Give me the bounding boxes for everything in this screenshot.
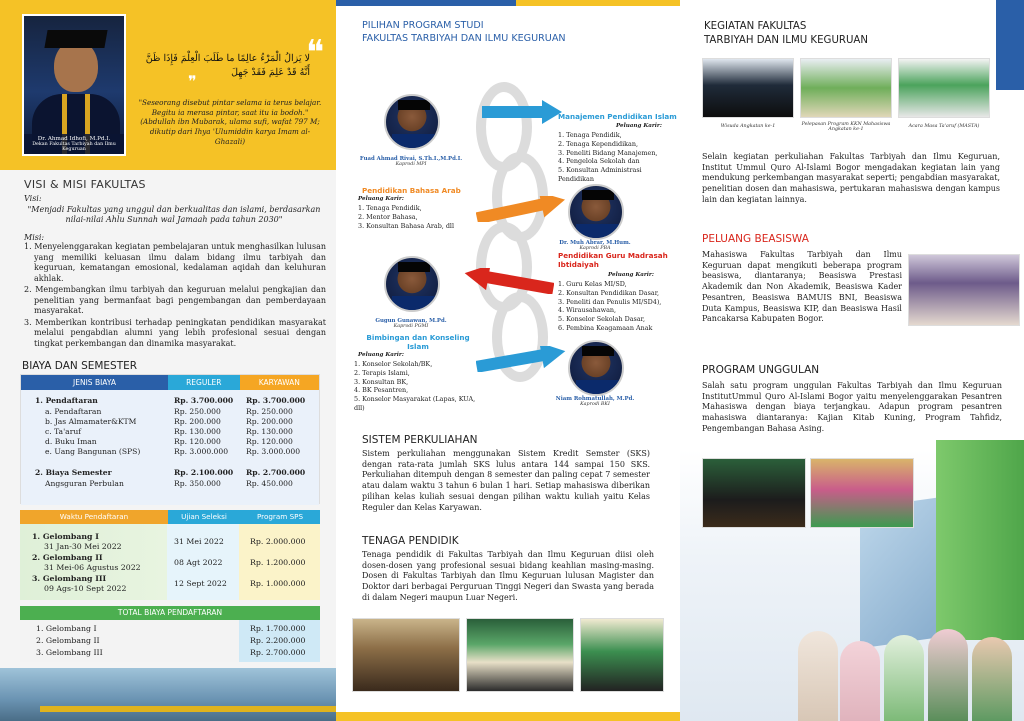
schedule-table — [20, 510, 320, 600]
fee-karyawan: Rp. 2.700.000 — [246, 468, 306, 477]
program-unggulan-text: Salah satu program unggulan Fakultas Tarbiyah dan Ilmu Keguruan InstitutUmmul Quro Al-Islami Bogor yaitu menyelenggarakan Pesantren Mahasiswa dengan biaya terjangkau. Adapun program pesantren mahasiswa diantaranya: Kajian Kitab Kuning, Program Tahfidz, Pengembangan Bahasa Asing. — [702, 381, 1002, 433]
schedule-body — [20, 524, 320, 600]
dean-title: Dekan Fakultas Tarbiyah dan Ilmu Keguruan — [32, 142, 116, 152]
fee-row — [21, 417, 321, 427]
wave-sps: Rp. 2.000.000 — [250, 537, 306, 546]
fee-karyawan: Rp. 120.000 — [246, 437, 293, 446]
kegiatan-text: Selain kegiatan perkuliahan Fakultas Tarbiyah dan Ilmu Keguruan, Institut Ummul Quro Al-Islami Bogor mengadakan kegiatan lain yang mendukung perkembangan masyarakat seperti; pengabdian masyarakat, penelitian dosen dan mahasiswa, pertukaran mahasiswa dengan kampus lain dan kegiatan lainnya. — [702, 152, 1000, 204]
total-value: Rp. 2.200.000 — [250, 636, 306, 645]
fee-label: a. Pendaftaran — [45, 407, 102, 416]
wave-sps: Rp. 1.200.000 — [250, 558, 306, 567]
total-label: 2. Gelombang II — [36, 636, 100, 645]
kaprodi-mpi-photo — [384, 94, 440, 150]
kegiatan-heading-line2: TARBIYAH DAN ILMU KEGURUAN — [704, 34, 869, 46]
fee-karyawan: Rp. 3.700.000 — [246, 396, 306, 405]
wave-label: 2. Gelombang II — [32, 553, 103, 562]
dean-photo — [22, 14, 126, 156]
program-title-mpi: Manajemen Pendidikan Islam — [558, 112, 677, 121]
karir-label: Peluang Karir: — [358, 352, 404, 358]
kaprodi-pgmi-photo — [384, 256, 440, 312]
caption-wisuda: Wisuda Angkatan ke-1 — [720, 124, 776, 129]
fee-row — [21, 447, 321, 457]
quote-open-icon: ❝ — [306, 33, 325, 73]
visi-label: Visi: — [24, 194, 42, 203]
arrow-pgmi-icon — [464, 268, 554, 294]
dean-name: Dr. Ahmad Idhofi, M.Pd.I. — [37, 136, 111, 142]
fee-label: 2. Biaya Semester — [35, 468, 112, 477]
sistem-text: Sistem perkuliahan menggunakan Sistem Kredit Semster (SKS) dengan rata-rata jumlah SKS lulus antara 144 sampai 150 SKS. Perkuliahan ditempuh dengan 8 semester dan paling cepat 7 semester atau dalam waktu 3 tahun 6 bulan 1 hari. Setiap mahasiswa diberikan pilihan kelas kuliah sesuai dengan pilihan waktu kuliah yaitu Kelas Reguler dan Kelas Karyawan. — [362, 449, 650, 512]
panel-right — [680, 0, 1024, 721]
photo-dosen-1 — [352, 618, 460, 692]
fee-label: b. Jas Almamater&KTM — [45, 417, 137, 426]
top-bar-yellow — [516, 0, 680, 6]
fee-col-karyawan: KARYAWAN — [240, 375, 319, 390]
fee-karyawan: Rp. 130.000 — [246, 427, 293, 436]
photo-pesantren — [810, 458, 914, 528]
fee-row — [21, 437, 321, 447]
arrow-mpi-icon — [482, 100, 562, 124]
misi-item: 2. Mengembangkan ilmu tarbiyah dan keguruan melalui pengkajian dan penelitian yang bermanfaat bagi pengembangan dan pemberdayaan masyarakat. — [24, 285, 326, 316]
fee-row — [21, 396, 321, 406]
sched-col-sps: Program SPS — [240, 510, 320, 524]
program-title-pba: Pendidikan Bahasa Arab — [362, 186, 461, 195]
wave-label: 1. Gelombang I — [32, 532, 99, 541]
program-title-bki: Bimbingan dan Konseling Islam — [366, 333, 470, 351]
total-value: Rp. 2.700.000 — [250, 648, 306, 657]
quote-translation: "Seseorang disebut pintar selama ia terus belajar. Begitu ia merasa pintar, saat itu ia bodoh." (Abdullah ibn Mubarak, ulama sufi, wafat 797 M; dikutip dari Ihya 'Ulumiddin karya Imam al-Ghazali) — [138, 98, 322, 146]
wave-date: 09 Ags-10 Sept 2022 — [44, 584, 127, 593]
total-table — [20, 606, 320, 662]
caption-masta: Acara Masa Ta'aruf (MASTA) — [908, 124, 980, 129]
career-list-pba: 1. Tenaga Pendidik, 2. Mentor Bahasa, 3. Konsultan Bahasa Arab, dll — [358, 204, 455, 230]
wave-label: 3. Gelombang III — [32, 574, 107, 583]
photo-kkn — [800, 58, 892, 118]
kaprodi-mpi-name: Fuad Ahmad Rivai, S.Th.I.,M.Pd.I. Kaprodi MPI — [359, 156, 463, 167]
fee-reguler: Rp. 200.000 — [174, 417, 221, 426]
fee-row — [21, 479, 321, 489]
fee-reguler: Rp. 3.700.000 — [174, 396, 234, 405]
pilihan-heading-line1: PILIHAN PROGRAM STUDI — [362, 20, 484, 31]
fee-label: d. Buku Iman — [45, 437, 97, 446]
karir-label: Peluang Karir: — [616, 123, 662, 129]
sistem-heading: SISTEM PERKULIAHAN — [362, 434, 478, 446]
misi-label: Misi: — [24, 233, 45, 242]
fee-row — [21, 427, 321, 437]
fee-label: c. Ta'aruf — [45, 427, 82, 436]
kaprodi-pgmi-name: Gugun Gunawan, M.Pd. Kaprodi PGMI — [375, 318, 447, 329]
biaya-heading: BIAYA DAN SEMESTER — [22, 360, 138, 372]
schedule-header — [20, 510, 320, 524]
campus-photo-strip — [0, 668, 336, 721]
beasiswa-heading: PELUANG BEASISWA — [702, 233, 809, 245]
career-list-mpi: 1. Tenaga Pendidik, 2. Tenaga Kependidikan, 3. Peneliti Bidang Manajemen, 4. Pengelola Sekolah dan 5. Konsultan Administrasi Pendidikan — [558, 131, 658, 184]
photo-dosen-3 — [580, 618, 664, 692]
fee-table-header — [21, 375, 319, 390]
total-value: Rp. 1.700.000 — [250, 624, 306, 633]
program-unggulan-heading: PROGRAM UNGGULAN — [702, 364, 820, 376]
misi-item: 3. Memberikan kontribusi terhadap peningkatan pendidikan masyarakat melalui pengabdian alumni yang lebih profesional sesuai dengan tingkat perkembangan dan dinamika masyarakat. — [24, 317, 326, 348]
fee-label: Angsguran Perbulan — [45, 479, 124, 488]
visi-misi-heading: VISI & MISI FAKULTAS — [24, 178, 146, 191]
tenaga-heading: TENAGA PENDIDIK — [362, 535, 459, 547]
arrow-bki-icon — [476, 346, 566, 372]
kaprodi-pba-name: Dr. Muh Abrar, M.Hum. Kaprodi PBA — [559, 240, 631, 251]
visi-text: "Menjadi Fakultas yang unggul dan berkualitas dan islami, berdasarkan nilai-nilai Ahlu Sunnah wal Jamaah pada tahun 2030" — [27, 205, 321, 225]
fee-karyawan: Rp. 450.000 — [246, 479, 293, 488]
wave-date: 31 Jan-30 Mei 2022 — [44, 542, 122, 551]
career-list-pgmi: 1. Guru Kelas MI/SD, 2. Konsultan Pendidikan Dasar, 3. Peneliti dan Penulis MI/SD4), 4. Wirausahawan, 5. Konselor Sekolah Dasar, 6. Pembina Keagamaan Anak — [558, 280, 662, 333]
footer-bar — [40, 706, 336, 712]
beasiswa-text: Mahasiswa Fakultas Tarbiyah dan Ilmu Keguruan dapat mengikuti beberapa program beasiswa, diantaranya; Beasiswa Prestasi Akademik dan Non Akademik, Beasiswa Kader Pesantren, Beasiswa BAMUIS BNI, Beasiswa Duta Kampus, Beasiswa KIP, dan Beasiswa Hasil Pancakarsa Kabupaten Bogor. — [702, 250, 902, 324]
fee-reguler: Rp. 130.000 — [174, 427, 221, 436]
dean-caption — [24, 134, 124, 154]
fee-col-jenis: JENIS BIAYA — [21, 375, 168, 390]
wave-sps: Rp. 1.000.000 — [250, 579, 306, 588]
tenaga-text: Tenaga pendidik di Fakultas Tarbiyah dan Ilmu Keguruan diisi oleh dosen-dosen yang profesional sesuai bidang keahlian masing-masing. Dosen di Fakultas Tarbiyah dan Ilmu Keguruan lulusan Magister dan Doktor dari berbagai Perguruan Tinggi Negeri dan Swasta yang berada di dalam Negeri maupun Luar Negeri. — [362, 550, 654, 602]
kaprodi-bki-name: Niam Rohmatullah, M.Pd. Kaprodi BKI — [555, 396, 635, 407]
arabic-quote: لا يَزالُ الْمَرْءُ عالِمًا ما طَلَبَ الْعِلْمَ فَإِذَا ظَنَّ أَنَّهُ قَدْ عَلِمَ فَقَدْ جَهِلَ — [145, 53, 310, 79]
wave-ujian: 08 Agt 2022 — [174, 558, 223, 567]
top-bar-blue — [336, 0, 516, 6]
photo-wisuda-2 — [702, 458, 806, 528]
fee-reguler: Rp. 250.000 — [174, 407, 221, 416]
fee-table — [20, 374, 320, 504]
sched-col-waktu: Waktu Pendaftaran — [20, 510, 168, 524]
photo-dosen-2 — [466, 618, 574, 692]
wave-ujian: 12 Sept 2022 — [174, 579, 227, 588]
footer-bar — [336, 712, 680, 721]
arrow-pba-icon — [476, 196, 566, 222]
kaprodi-bki-photo — [568, 340, 624, 396]
kaprodi-pba-photo — [568, 184, 624, 240]
fee-karyawan: Rp. 200.000 — [246, 417, 293, 426]
fee-reguler: Rp. 3.000.000 — [174, 447, 229, 456]
panel-left — [0, 0, 336, 721]
photo-masta — [898, 58, 990, 118]
sched-col-ujian: Ujian Seleksi — [168, 510, 240, 524]
total-body — [20, 620, 320, 662]
kegiatan-heading-line1: KEGIATAN FAKULTAS — [704, 21, 807, 32]
fee-reguler: Rp. 2.100.000 — [174, 468, 234, 477]
kegiatan-heading — [704, 20, 868, 48]
fee-label: e. Uang Bangunan (SPS) — [45, 447, 141, 456]
fee-table-body — [21, 390, 319, 505]
pilihan-heading — [362, 20, 566, 46]
students-photo — [780, 612, 1024, 721]
wave-date: 31 Mei-06 Agustus 2022 — [44, 563, 141, 572]
fee-row — [21, 407, 321, 417]
panel-middle — [336, 0, 680, 721]
total-label: 1. Gelombang I — [36, 624, 97, 633]
wave-ujian: 31 Mei 2022 — [174, 537, 224, 546]
fee-row — [21, 468, 321, 478]
fee-label: 1. Pendaftaran — [35, 396, 98, 405]
karir-label: Peluang Karir: — [358, 196, 404, 202]
karir-label: Peluang Karir: — [608, 272, 654, 278]
career-list-bki: 1. Konselor Sekolah/BK, 2. Terapis Islami, 3. Konsultan BK, 4. BK Pesantren, 5. Konselor Masyarakat (Lapas, KUA, dll) — [354, 360, 476, 413]
quote-close-icon: ❞ — [188, 72, 197, 91]
total-heading: TOTAL BIAYA PENDAFTARAN — [20, 606, 320, 620]
photo-wisuda — [702, 58, 794, 118]
side-bar-blue — [996, 0, 1024, 90]
pilihan-heading-line2: FAKULTAS TARBIYAH DAN ILMU KEGURUAN — [362, 32, 566, 44]
fee-karyawan: Rp. 3.000.000 — [246, 447, 301, 456]
program-title-pgmi: Pendidikan Guru Madrasah Ibtidaiyah — [558, 251, 668, 269]
misi-list — [24, 242, 326, 350]
fee-reguler: Rp. 120.000 — [174, 437, 221, 446]
fee-col-reguler: REGULER — [168, 375, 240, 390]
fee-reguler: Rp. 350.000 — [174, 479, 221, 488]
misi-item: 1. Menyelenggarakan kegiatan pembelajaran untuk menghasilkan lulusan yang memiliki keluasan ilmu dalam bidang ilmu tarbiyah dan keguruan, kematangan emosional, kedalaman aqidah dan keluhuran akhlak. — [24, 242, 326, 283]
total-label: 3. Gelombang III — [36, 648, 103, 657]
photo-beasiswa — [908, 254, 1020, 326]
caption-kkn: Pelepasan Program KKN Mahasiswa Angkatan ke-1 — [801, 122, 891, 132]
fee-karyawan: Rp. 250.000 — [246, 407, 293, 416]
